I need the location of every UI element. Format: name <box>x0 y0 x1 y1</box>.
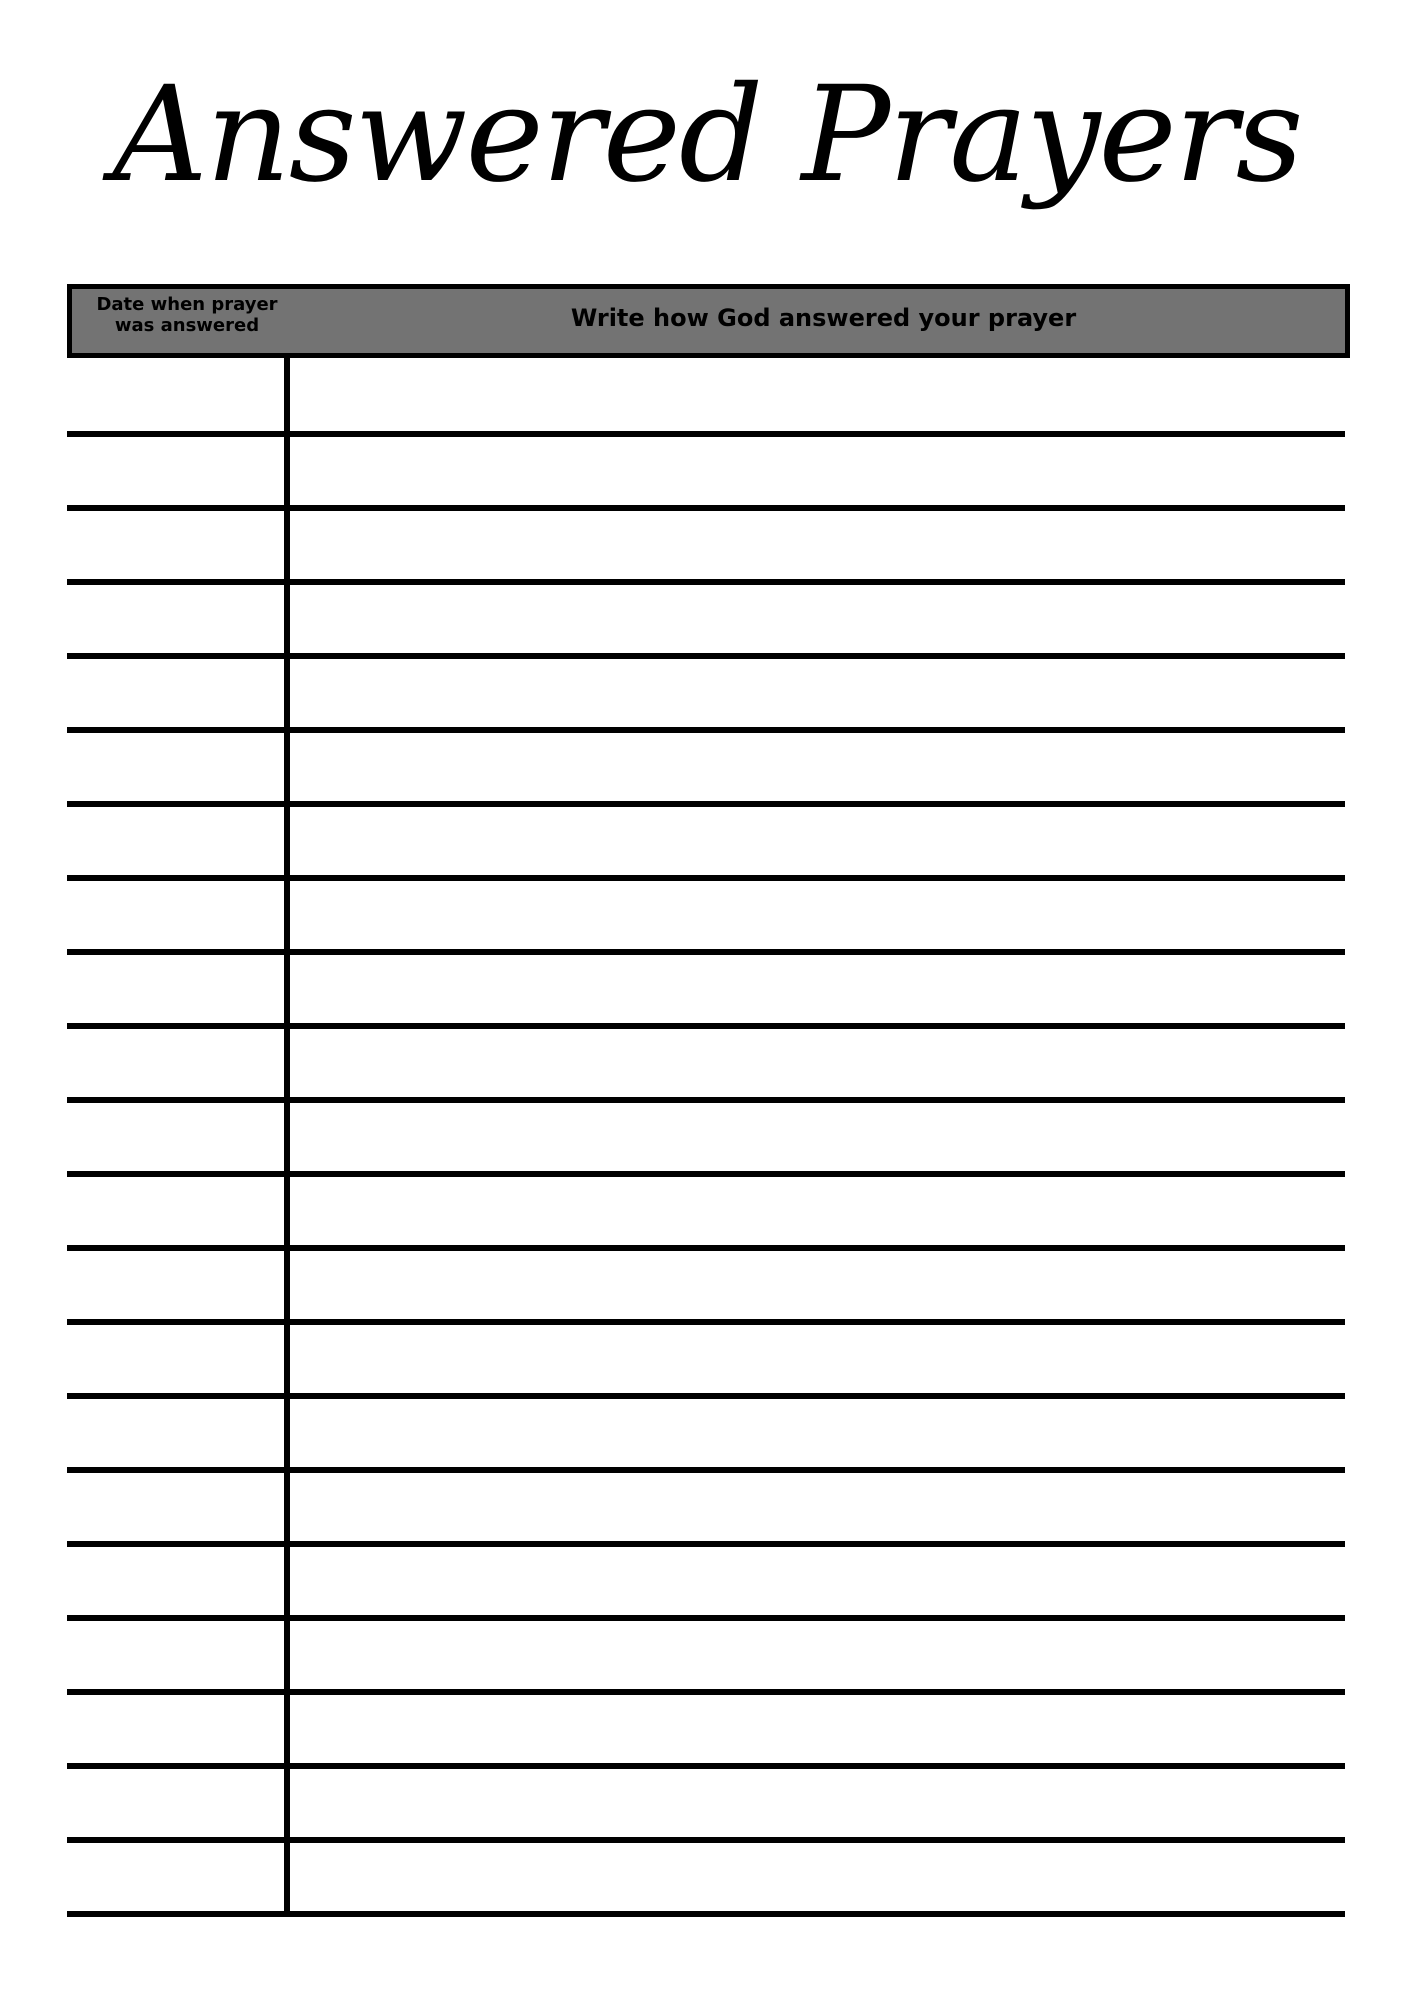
date-entry-cell[interactable] <box>67 733 284 801</box>
column-divider <box>284 353 290 1915</box>
date-entry-cell[interactable] <box>67 1547 284 1615</box>
answer-entry-cell[interactable] <box>290 807 1345 875</box>
date-entry-cell[interactable] <box>67 955 284 1023</box>
date-entry-cell[interactable] <box>67 1621 284 1689</box>
answer-entry-cell[interactable] <box>290 1473 1345 1541</box>
answer-entry-cell[interactable] <box>290 511 1345 579</box>
answer-entry-cell[interactable] <box>290 1399 1345 1467</box>
date-entry-cell[interactable] <box>67 1843 284 1911</box>
date-entry-cell[interactable] <box>67 1103 284 1171</box>
answer-entry-cell[interactable] <box>290 1769 1345 1837</box>
date-entry-cell[interactable] <box>67 511 284 579</box>
answer-entry-cell[interactable] <box>290 353 1345 431</box>
date-entry-cell[interactable] <box>67 1399 284 1467</box>
page-title: Answered Prayers <box>112 58 1302 212</box>
date-header-line2: was answered <box>114 315 260 336</box>
answer-entry-cell[interactable] <box>290 881 1345 949</box>
date-entry-cell[interactable] <box>67 659 284 727</box>
answer-entry-cell[interactable] <box>290 1103 1345 1171</box>
answer-entry-cell[interactable] <box>290 955 1345 1023</box>
answer-entry-cell[interactable] <box>290 1621 1345 1689</box>
date-entry-cell[interactable] <box>67 585 284 653</box>
answer-entry-cell[interactable] <box>290 1695 1345 1763</box>
answer-entry-cell[interactable] <box>290 585 1345 653</box>
answer-entry-cell[interactable] <box>290 437 1345 505</box>
date-entry-cell[interactable] <box>67 353 284 431</box>
answer-entry-cell[interactable] <box>290 733 1345 801</box>
date-entry-cell[interactable] <box>67 1695 284 1763</box>
date-entry-cell[interactable] <box>67 1251 284 1319</box>
answer-entry-cell[interactable] <box>290 1843 1345 1911</box>
date-header-line1: Date when prayer <box>96 294 278 315</box>
answer-entry-cell[interactable] <box>290 1029 1345 1097</box>
date-entry-cell[interactable] <box>67 1769 284 1837</box>
date-entry-cell[interactable] <box>67 437 284 505</box>
date-entry-cell[interactable] <box>67 1177 284 1245</box>
date-entry-cell[interactable] <box>67 807 284 875</box>
date-entry-cell[interactable] <box>67 1473 284 1541</box>
row-line <box>67 1911 1345 1917</box>
date-entry-cell[interactable] <box>67 1325 284 1393</box>
answer-column-header: Write how God answered your prayer <box>570 304 1077 332</box>
answer-entry-cell[interactable] <box>290 1325 1345 1393</box>
date-entry-cell[interactable] <box>67 881 284 949</box>
answer-entry-cell[interactable] <box>290 1177 1345 1245</box>
answer-entry-cell[interactable] <box>290 1547 1345 1615</box>
answer-entry-cell[interactable] <box>290 1251 1345 1319</box>
date-entry-cell[interactable] <box>67 1029 284 1097</box>
answer-entry-cell[interactable] <box>290 659 1345 727</box>
